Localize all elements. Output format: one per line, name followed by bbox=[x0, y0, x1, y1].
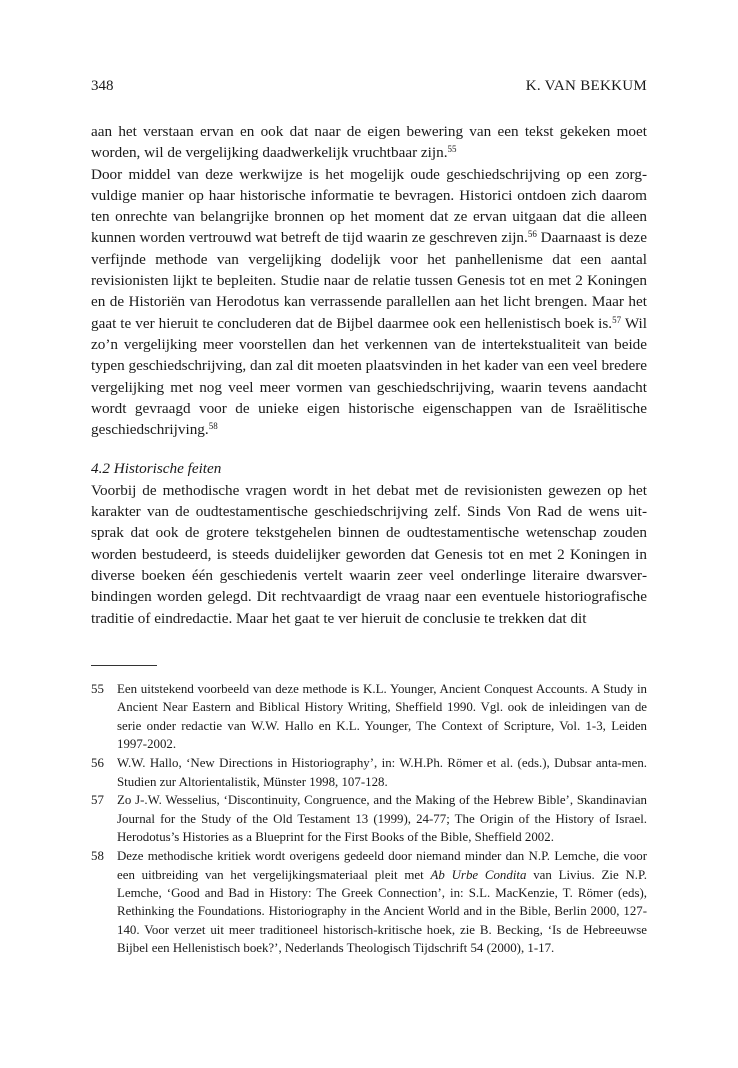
running-head: K. VAN BEKKUM bbox=[525, 78, 647, 94]
footnote-italic-title: Ab Urbe Condita bbox=[430, 867, 527, 882]
paragraph-1-text: aan het verstaan ervan en ook dat naar de eigen bewering van een tekst gekeken moet worden, wil de vergelijking daadwerkelijk vruchtbaar zijn. bbox=[91, 123, 647, 162]
footnote-text-part: Deze methodische kritiek wordt overigens gedeeld door niemand minder dan N.P. Lemche, die voor een uitbreiding van het vergelijkingsmateriaal pleit met bbox=[117, 849, 647, 882]
footnote-57 bbox=[91, 791, 647, 846]
footnote-ref-57[interactable]: 57 bbox=[612, 314, 622, 325]
footnote-text: W.W. Hallo, ‘New Directions in Historiography’, in: W.H.Ph. Römer et al. (eds.), Dubsar anta-men. Studien zur Altorientalistik, Münster 1998, 107-128. bbox=[117, 756, 647, 789]
footnote-text bbox=[117, 849, 647, 955]
footnote-number: 57 bbox=[91, 793, 104, 808]
footnote-text-part: van Livius. Zie N.P. Lemche, ‘Good and Bad in History: The Greek Connection’, in: S.L. MacKenzie, T. Römer (eds), Rethinking the Foundations. Historiography in the Ancient World and in the Bible, Berlin 2000, 127-140. Voor verzet uit meer traditioneel historisch-kritische hoek, zie B. Becking, ‘Is de Hebreeuwse Bijbel een Hellenistisch boek?’, Nederlands Theologisch Tijdschrift 54 (2000), 1-17. bbox=[117, 867, 647, 956]
footnote-number: 56 bbox=[91, 756, 104, 771]
footnote-58 bbox=[91, 847, 647, 957]
page-header bbox=[91, 78, 647, 100]
paragraph-2-text-b: Daarnaast is deze verfijnde methode van vergelijking dodelijk voor het panhellenisme dat een aantal revisionisten lijkt te bepleiten. Studie naar de relatie tussen Genesis tot en met 2 Koningen en de Historiën van Herodotus kan verrassende parallellen aan het licht brengen. Maar het gaat te ver hieruit te concluderen dat de Bijbel daarmee ook een hellenistisch boek is. bbox=[91, 229, 647, 332]
paragraph-2-text-c: Wil zo’n vergelijking meer voorstellen dan het verkennen van de intertekstualiteit van beide typen geschiedschrijving, dan zal dit moeten plaatsvinden in het kader van een veel bredere vergelijking met nog veel meer vormen van geschiedschrijving, waarin tevens aandacht wordt gevraagd voor de unieke eigen historische eigenschappen van de Israëlitische geschiedschrijving. bbox=[91, 314, 647, 439]
page-number: 348 bbox=[91, 78, 114, 94]
footnote-55 bbox=[91, 680, 647, 754]
footnote-number: 55 bbox=[91, 682, 104, 696]
paragraph-3: Voorbij de methodische vragen wordt in het debat met de revisionisten gewezen op het karakter van de oudtestamentische geschiedschrijving zelf. Sinds Von Rad de wens uitsprak dat ook de grotere tekstgehelen binnen de oudtestamentische wetenschap zouden worden bestudeerd, is steeds duidelijker geworden dat Genesis tot en met 2 Koningen in diverse boeken één geschiedenis vertelt waarin zeer veel onderlinge literaire dwarsverbindingen worden gelegd. Dit rechtvaardigt de vraag naar een eventuele historiografische traditie of eindredactie. Maar het gaat te ver hieruit de conclusie te trekken dat dit bbox=[91, 481, 647, 627]
footnote-ref-58[interactable]: 58 bbox=[208, 421, 218, 432]
footnote-number: 58 bbox=[91, 849, 104, 864]
footnote-text: Zo J-.W. Wesselius, ‘Discontinuity, Congruence, and the Making of the Hebrew Bible’, Skandinavian Journal for the Study of the Old Testament 13 (1999), 24-77; The Origin of the History of Israel. Herodotus’s Histories as a Blueprint for the First Books of the Bible, Sheffield 2002. bbox=[117, 793, 647, 845]
paragraph-2-text-a: Door middel van deze werkwijze is het mogelijk oude geschiedschrijving op een zorgvuldige manier op haar historische informatie te bevragen. Historici ontdoen zich daarom ten onrechte van belangrijke bronnen op het moment dat ze ervan uitgaan dat die alleen kunnen worden vertrouwd wat betreft de tijd waarin ze geschreven zijn. bbox=[91, 165, 647, 247]
footnote-ref-56[interactable]: 56 bbox=[527, 229, 537, 240]
footnote-text: Een uitstekend voorbeeld van deze methode is K.L. Younger, Ancient Conquest Accounts. A Study in Ancient Near Eastern and Biblical History Writing, Sheffield 1990. Vgl. ook de inleidingen van de serie onder redactie van W.W. Hallo en K.L. Younger, The Context of Scripture, Vol. 1-3, Leiden 1997-2002. bbox=[117, 682, 647, 752]
footnote-divider bbox=[91, 665, 157, 666]
paragraph-2 bbox=[91, 164, 647, 441]
paragraph-1 bbox=[91, 121, 647, 164]
footnote-ref-55[interactable]: 55 bbox=[447, 144, 457, 155]
body-text bbox=[91, 121, 647, 629]
footnote-56 bbox=[91, 754, 647, 791]
footnotes bbox=[91, 680, 647, 958]
section-heading: 4.2 Historische feiten bbox=[91, 460, 222, 478]
